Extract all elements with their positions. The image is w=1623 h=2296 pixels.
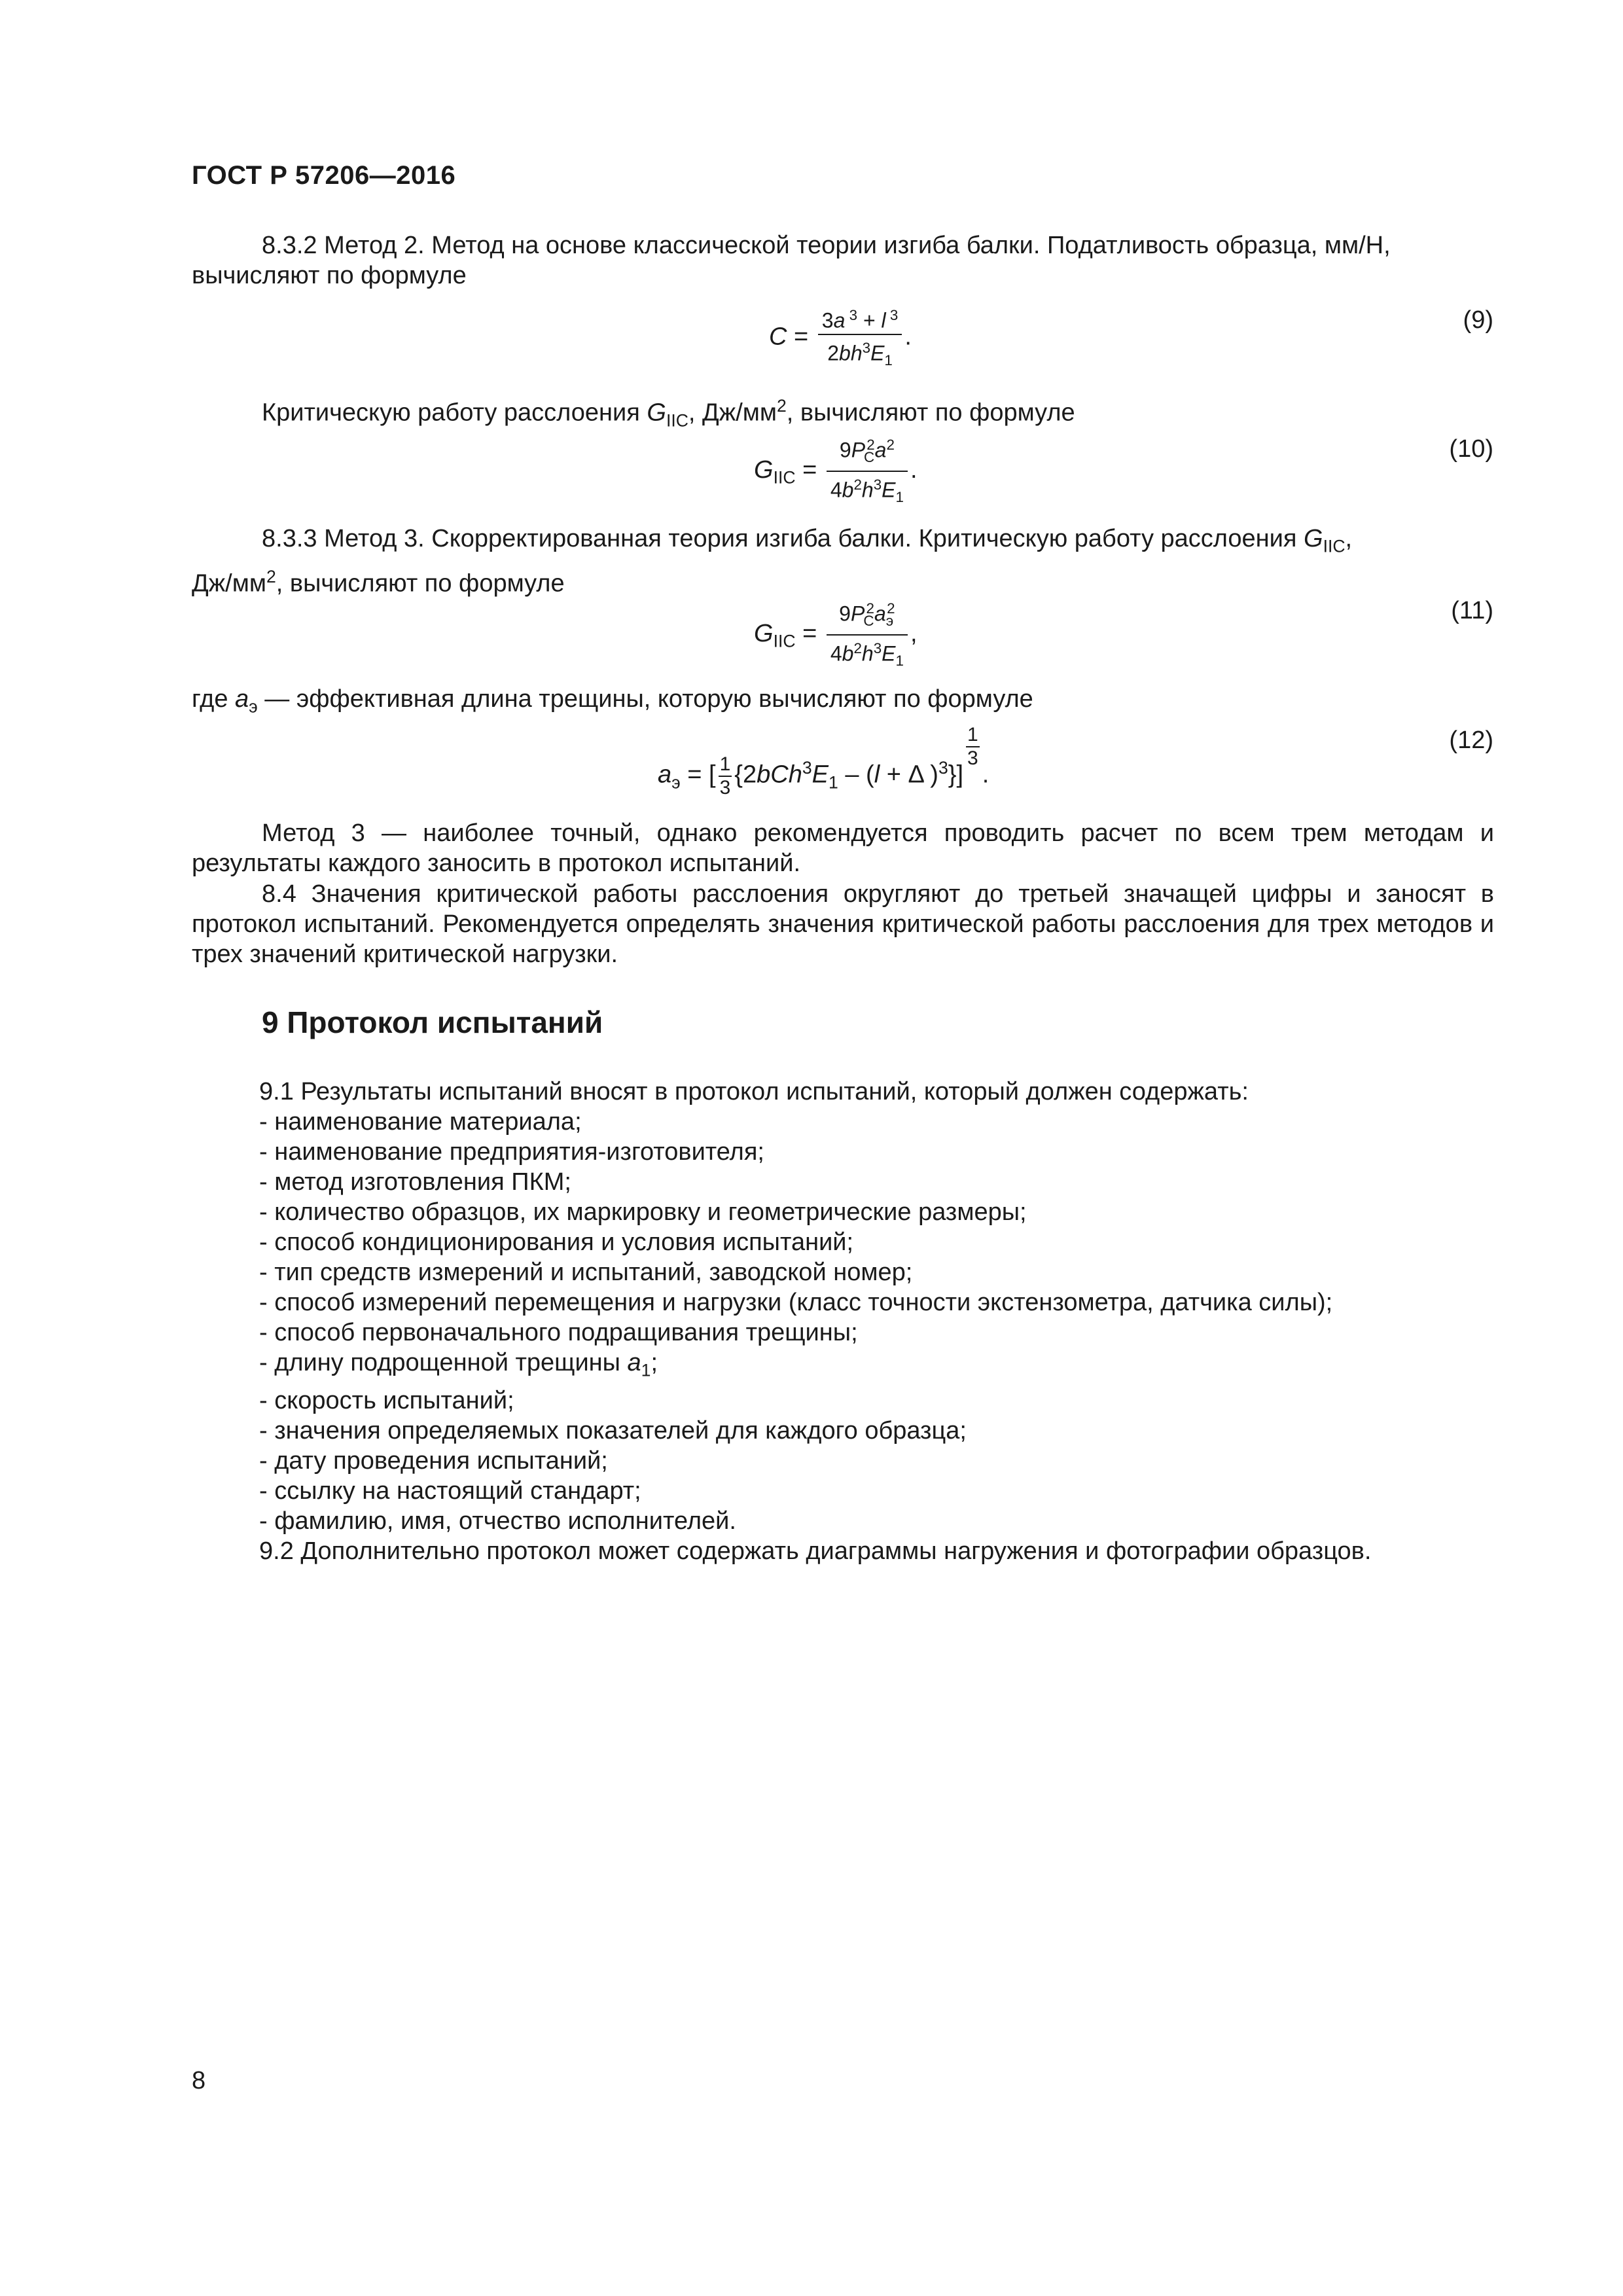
paragraph-8-3-3-line2	[192, 562, 1494, 599]
list-item: - тип средств измерений и испытаний, заводской номер;	[259, 1259, 913, 1286]
paragraph-8-3-2	[192, 230, 1494, 291]
crack-length-post: ;	[651, 1349, 658, 1376]
formula-9: C = $\frac{3a ^3 + l ^3}{2bh^3E_1}$ .	[769, 302, 912, 374]
section-9-1-intro: 9.1 Результаты испытаний вносят в протокол испытаний, который должен содержать:	[259, 1078, 1249, 1105]
where-text-pre: где	[192, 685, 236, 713]
critical-work-text-post: , вычисляют по формуле	[786, 399, 1075, 427]
p833-line1-post: ,	[1345, 525, 1353, 552]
equation-number-11: (11)	[1451, 597, 1493, 624]
list-item: - наименование материала;	[259, 1108, 582, 1136]
paragraph-8-4: 8.4 Значения критической работы расслоения округляют до третьей значащей цифры и заносят в протокол испытаний. Рекомендуется определять значения критической работы расслоения для трех методов и трех значений критической нагрузки.	[192, 880, 1494, 968]
crack-length-subscript: 1	[641, 1360, 651, 1380]
where-symbol: a	[235, 685, 249, 713]
formula-12: $a_э$ = [ $\frac{1}{3}$ {$2bCh^3E_1 - (l + \Delta$ )$^3$}] $\frac{1}{3}$ .	[658, 724, 990, 798]
p833-line1-text: 8.3.3 Метод 3. Скорректированная теория изгиба балки. Критическую работу расслоения	[262, 525, 1304, 552]
formula-11: $G_{IIC}$ = $\frac{9P_C^2a_э^2}{4b^2h^3E_1}$ ,	[754, 596, 918, 674]
formula-10-fraction: $\frac{9P_C^2a^2}{4b^2h^3E_1}$	[827, 432, 908, 511]
p833-symbol: G	[1304, 525, 1323, 552]
equation-number-12: (12)	[1449, 726, 1493, 754]
paragraph-8-3-2-line2: вычисляют по формуле	[192, 262, 467, 289]
page-number: 8	[192, 2067, 206, 2094]
document-header: ГОСТ Р 57206—2016	[192, 161, 456, 190]
list-item: - способ первоначального подращивания трещины;	[259, 1319, 858, 1346]
p833-line2-text: , вычисляют по формуле	[276, 569, 565, 598]
critical-work-unit-sup: 2	[777, 396, 787, 416]
paragraph-8-3-3-line1	[192, 524, 1494, 562]
critical-work-unit: , Дж/мм	[688, 399, 777, 427]
crack-length-symbol: a	[627, 1349, 641, 1376]
list-item: - ссылку на настоящий стандарт;	[259, 1477, 641, 1505]
list-item: - способ измерений перемещения и нагрузки (класс точности экстензометра, датчика силы);	[259, 1289, 1333, 1316]
crack-length-text: - длину подрощенной трещины	[259, 1349, 628, 1376]
list-item: - значения определяемых показателей для каждого образца;	[259, 1416, 967, 1444]
equation-number-9: (9)	[1463, 306, 1493, 334]
where-text-post: — эффективная длина трещины, которую вычисляют по формуле	[257, 685, 1033, 713]
critical-work-symbol: G	[647, 399, 666, 427]
section-9-heading: 9 Протокол испытаний	[262, 1005, 603, 1039]
p833-subscript: IIC	[1323, 536, 1346, 556]
equation-number-10: (10)	[1449, 435, 1493, 463]
section-9-2: 9.2 Дополнительно протокол может содержать диаграммы нагружения и фотографии образцов.	[259, 1537, 1372, 1565]
paragraph-8-3-3	[192, 524, 1494, 598]
formula-9-fraction: $\frac{3a ^3 + l ^3}{2bh^3E_1}$	[818, 302, 902, 374]
p833-line2-unit: Дж/мм	[192, 569, 266, 598]
critical-work-subscript: IIC	[666, 410, 688, 431]
critical-work-text-pre: Критическую работу расслоения	[262, 399, 647, 427]
paragraph-method-3: Метод 3 — наиболее точный, однако рекомендуется проводить расчет по всем трем методам и результаты каждого заносить в протокол испытаний.	[192, 819, 1494, 877]
paragraph-8-3-2-line1: 8.3.2 Метод 2. Метод на основе классической теории изгиба балки. Податливость образца, мм/Н,	[262, 232, 1391, 259]
where-subscript: э	[249, 696, 258, 717]
formula-11-fraction: $\frac{9P_C^2a_э^2}{4b^2h^3E_1}$	[827, 596, 908, 674]
list-item-crack-length	[259, 1348, 1503, 1386]
list-item: - фамилию, имя, отчество исполнителей.	[259, 1507, 736, 1535]
formula-12-exponent: $\frac{1}{3}$	[967, 724, 978, 769]
formula-10: $G_{IIC}$ = $\frac{9P_C^2a^2}{4b^2h^3E_1}$ .	[754, 432, 918, 511]
paragraph-where-ae	[192, 684, 1033, 722]
list-item: - метод изготовления ПКМ;	[259, 1168, 571, 1196]
p833-unit-sup: 2	[266, 566, 276, 586]
formula-12-one-third: $\frac{1}{3}$	[719, 753, 731, 798]
list-item: - скорость испытаний;	[259, 1386, 514, 1414]
section-9-list	[259, 1077, 1503, 1566]
list-item: - дату проведения испытаний;	[259, 1446, 608, 1475]
list-item: - наименование предприятия-изготовителя;	[259, 1138, 764, 1166]
list-item: - количество образцов, их маркировку и геометрические размеры;	[259, 1198, 1027, 1226]
list-item: - способ кондиционирования и условия испытаний;	[259, 1229, 854, 1256]
paragraph-critical-work	[262, 391, 1075, 435]
